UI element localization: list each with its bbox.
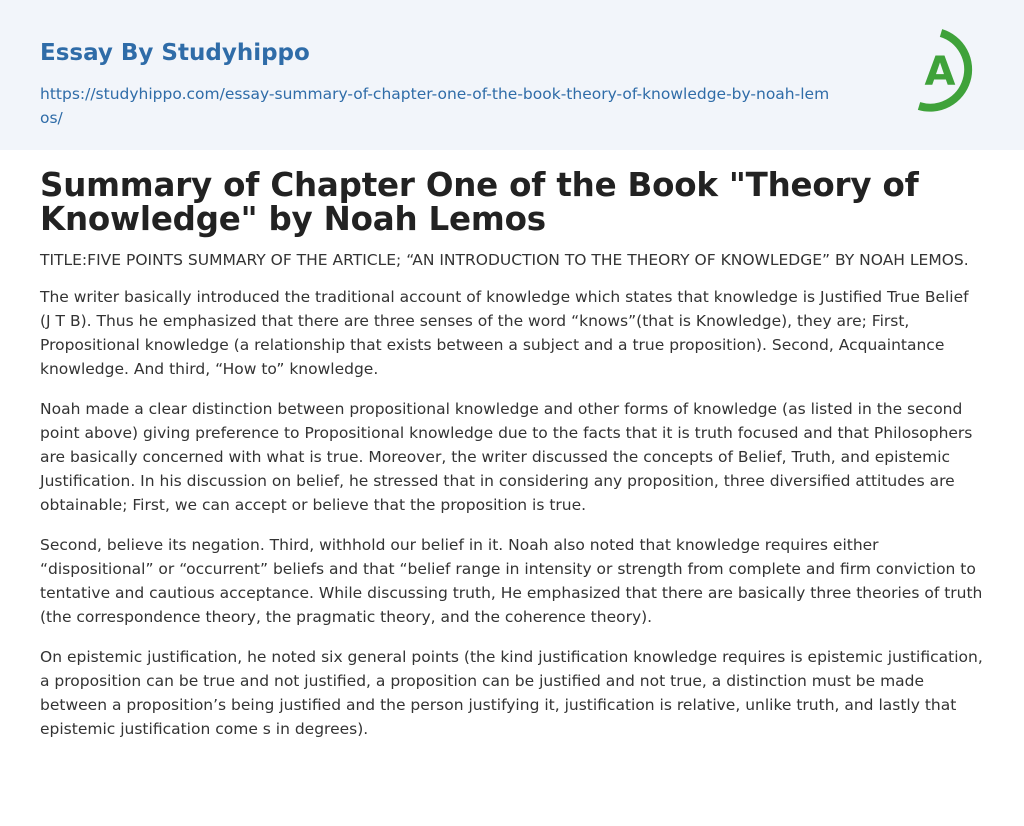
logo-letter: A [924, 49, 956, 95]
studyhippo-a-logo-icon[interactable] [910, 28, 988, 116]
site-brand[interactable]: Essay By Studyhippo [40, 40, 310, 66]
site-header [0, 0, 1024, 150]
article-paragraph-4: On epistemic justification, he noted six general points (the kind justification knowledge requires is epistemic justification, a proposition can be true and not justified, a proposition can be justified and not true, a distinction must be made between a proposition’s being justified and the person justifying it, justification is relative, unlike truth, and lastly that epistemic justification come s in degrees). [40, 648, 983, 738]
article-title: Summary of Chapter One of the Book "Theory of Knowledge" by Noah Lemos [40, 166, 919, 238]
article-url-link[interactable]: https://studyhippo.com/essay-summary-of-chapter-one-of-the-book-theory-of-knowledge-by-noah-lemos/ [40, 85, 830, 127]
article-paragraph-3: Second, believe its negation. Third, withhold our belief in it. Noah also noted that knowledge requires either “dispositional” or “occurrent” beliefs and that “belief range in intensity or strength from complete and firm conviction to tentative and cautious acceptance. While discussing truth, He emphasized that there are basically three theories of truth (the correspondence theory, the pragmatic theory, and the coherence theory). [40, 536, 983, 626]
article-body [40, 168, 984, 741]
article-subtitle: TITLE:FIVE POINTS SUMMARY OF THE ARTICLE; “AN INTRODUCTION TO THE THEORY OF KNOWLEDGE” BY NOAH LEMOS. [40, 251, 969, 269]
article-paragraph-2: Noah made a clear distinction between propositional knowledge and other forms of knowledge (as listed in the second point above) giving preference to Propositional knowledge due to the facts that it is truth focused and that Philosophers are basically concerned with what is true. Moreover, the writer discussed the concepts of Belief, Truth, and epistemic Justification. In his discussion on belief, he stressed that in considering any proposition, three diversified attitudes are obtainable; First, we can accept or believe that the proposition is true. [40, 400, 973, 514]
article-paragraph-1: The writer basically introduced the traditional account of knowledge which states that knowledge is Justified True Belief (J T B). Thus he emphasized that there are three senses of the word “knows”(that is Knowledge), they are; First, Propositional knowledge (a relationship that exists between a subject and a true proposition). Second, Acquaintance knowledge. And third, “How to” knowledge. [40, 288, 969, 378]
